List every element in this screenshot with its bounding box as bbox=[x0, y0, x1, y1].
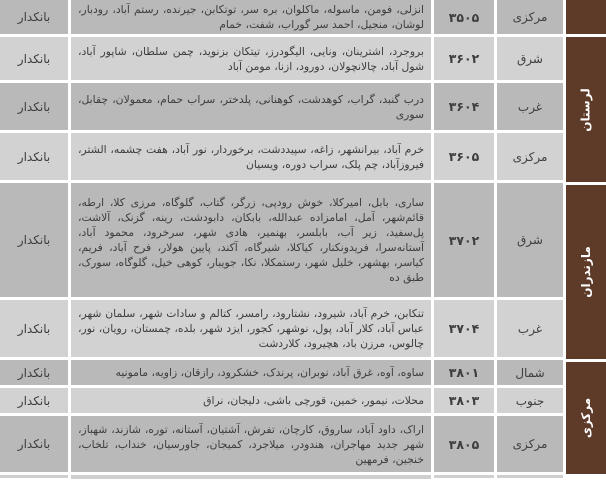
region-cell: غرب bbox=[497, 83, 563, 130]
table-row bbox=[0, 300, 563, 357]
cities-cell bbox=[71, 133, 431, 180]
cities-text: انزلی، فومن، ماسوله، ماکلوان، بره سر، توتکابن، جیرنده، رستم آباد، رودبار، لوشان، منجیل، احمد سر گوراب، شفت، خمام bbox=[78, 3, 424, 31]
cities-cell bbox=[71, 416, 431, 472]
banker-role-cell: بانکدار bbox=[0, 83, 68, 130]
banker-role-cell: بانکدار bbox=[0, 133, 68, 180]
province-sidebar-segment bbox=[566, 185, 606, 359]
cities-text: درب گنبد، گراب، کوهدشت، کوهنانی، پلدختر، سراب حمام، معمولان، چقابل، سوری bbox=[78, 92, 424, 121]
banker-role-cell: بانکدار bbox=[0, 183, 68, 297]
table-row bbox=[0, 37, 563, 80]
banker-role-cell bbox=[0, 475, 68, 478]
cities-text: تنکابن، خرم آباد، شیرود، نشتارود، رامسر، کتالم و سادات شهر، سلمان شهر، عباس آباد، کلار آباد، پول، نوشهر، کجور، ایزد شهر، بلده، چمستان، رویان، نور، چالوس، مرزن باد، هچیرود، کلاردشت bbox=[78, 307, 424, 350]
banker-role-cell: بانکدار bbox=[0, 360, 68, 385]
cities-text: ساری، بابل، امیرکلا، خوش رودپی، زرگر، گتاب، گلوگاه، مرزی کلا، ارطه، قائم‌شهر، آمل، امامزاده عبدالله، بابکان، دابودشت، رینه، گزنک، آلاشت، پل‌سفید، زیر آب، بابلسر، بهنمیر، هادی شهر، سرخرود، محمود آباد، آستانه‌سرا، فریدونکنار، کیاکلا، شیرگاه، آکند، پایین هولار، فرح آباد، فریم، کیاسر، بهشهر، خلیل شهر، رستمکلا، نکا، جویبار، کوهی خیل، گلوگاه، سورک، طبق ده bbox=[78, 196, 424, 284]
table-row bbox=[0, 360, 563, 385]
region-cell: شمال bbox=[497, 360, 563, 385]
province-sidebar-segment bbox=[566, 362, 606, 474]
table-row bbox=[0, 388, 563, 413]
banker-role-cell: بانکدار bbox=[0, 0, 68, 34]
cities-cell bbox=[71, 360, 431, 385]
cities-cell bbox=[71, 475, 431, 479]
cities-cell bbox=[71, 0, 431, 34]
cities-text: محلات، نیمور، خمین، قورچی باشی، دلیجان، نراق bbox=[203, 394, 424, 407]
branch-code-cell bbox=[434, 475, 494, 478]
region-cell: مرکزی bbox=[497, 416, 563, 472]
region-cell: شرق bbox=[497, 183, 563, 297]
cities-cell bbox=[71, 37, 431, 80]
banker-role-cell: بانکدار bbox=[0, 37, 68, 80]
table-row bbox=[0, 0, 563, 34]
region-cell: شرق bbox=[497, 37, 563, 80]
branch-code-cell: ۳۶۰۲ bbox=[434, 37, 494, 80]
region-cell: مرکزی bbox=[497, 133, 563, 180]
cities-cell bbox=[71, 83, 431, 130]
region-cell: غرب bbox=[497, 300, 563, 357]
table-row bbox=[0, 133, 563, 180]
province-label: مازندران bbox=[578, 246, 593, 298]
cities-text: بروجرد، اشترینان، ونایی، الیگودرز، تیتکان بزنوید، چمن سلطان، شاپور آباد، شول آباد، چالانچولان، دورود، ازنا، مومن آباد bbox=[78, 44, 424, 73]
province-sidebar-segment bbox=[566, 0, 606, 34]
banker-role-cell: بانکدار bbox=[0, 300, 68, 357]
branch-code-cell: ۳۷۰۴ bbox=[434, 300, 494, 357]
banker-role-cell: بانکدار bbox=[0, 388, 68, 413]
region-cell: جنوب bbox=[497, 388, 563, 413]
cities-text: ساوه، آوه، غرق آباد، نوبران، پرندک، خشکرود، رازقان، زاویه، مامونیه bbox=[115, 366, 424, 379]
cities-text: اراک، داود آباد، ساروق، کارچان، تفرش، آشتیان، آستانه، توره، شازند، شهباز، شهر جدید مهاجران، هندودر، میلاجرد، کمیجان، جاورسیان، خنداب، تلخاب، خنجین، فرمهین bbox=[78, 422, 424, 466]
branch-code-cell: ۳۸۰۱ bbox=[434, 360, 494, 385]
cities-cell bbox=[71, 388, 431, 413]
branch-code-cell: ۳۸۰۵ bbox=[434, 416, 494, 472]
table-row bbox=[0, 416, 563, 472]
branch-code-cell: ۳۸۰۳ bbox=[434, 388, 494, 413]
table-row-partial bbox=[0, 475, 563, 478]
branch-code-cell: ۳۶۰۴ bbox=[434, 83, 494, 130]
cities-text: خرم آباد، بیرانشهر، زاغه، سپیددشت، برخوردار، نور آباد، هفت چشمه، الشتر، فیروزآباد، چم پلک، سراب دوره، ویسیان bbox=[78, 142, 424, 171]
region-cell: مرکزی bbox=[497, 0, 563, 34]
cities-cell bbox=[71, 183, 431, 297]
table-row bbox=[0, 183, 563, 297]
banker-role-cell: بانکدار bbox=[0, 416, 68, 472]
cities-cell bbox=[71, 300, 431, 357]
region-cell bbox=[497, 475, 563, 478]
branch-code-cell: ۳۷۰۲ bbox=[434, 183, 494, 297]
province-sidebar-segment bbox=[566, 37, 606, 182]
table-row bbox=[0, 83, 563, 130]
province-label: مرکزی bbox=[579, 397, 593, 439]
province-label: لرستان bbox=[578, 87, 593, 132]
branch-code-cell: ۳۶۰۵ bbox=[434, 133, 494, 180]
branch-code-cell: ۳۵۰۵ bbox=[434, 0, 494, 34]
